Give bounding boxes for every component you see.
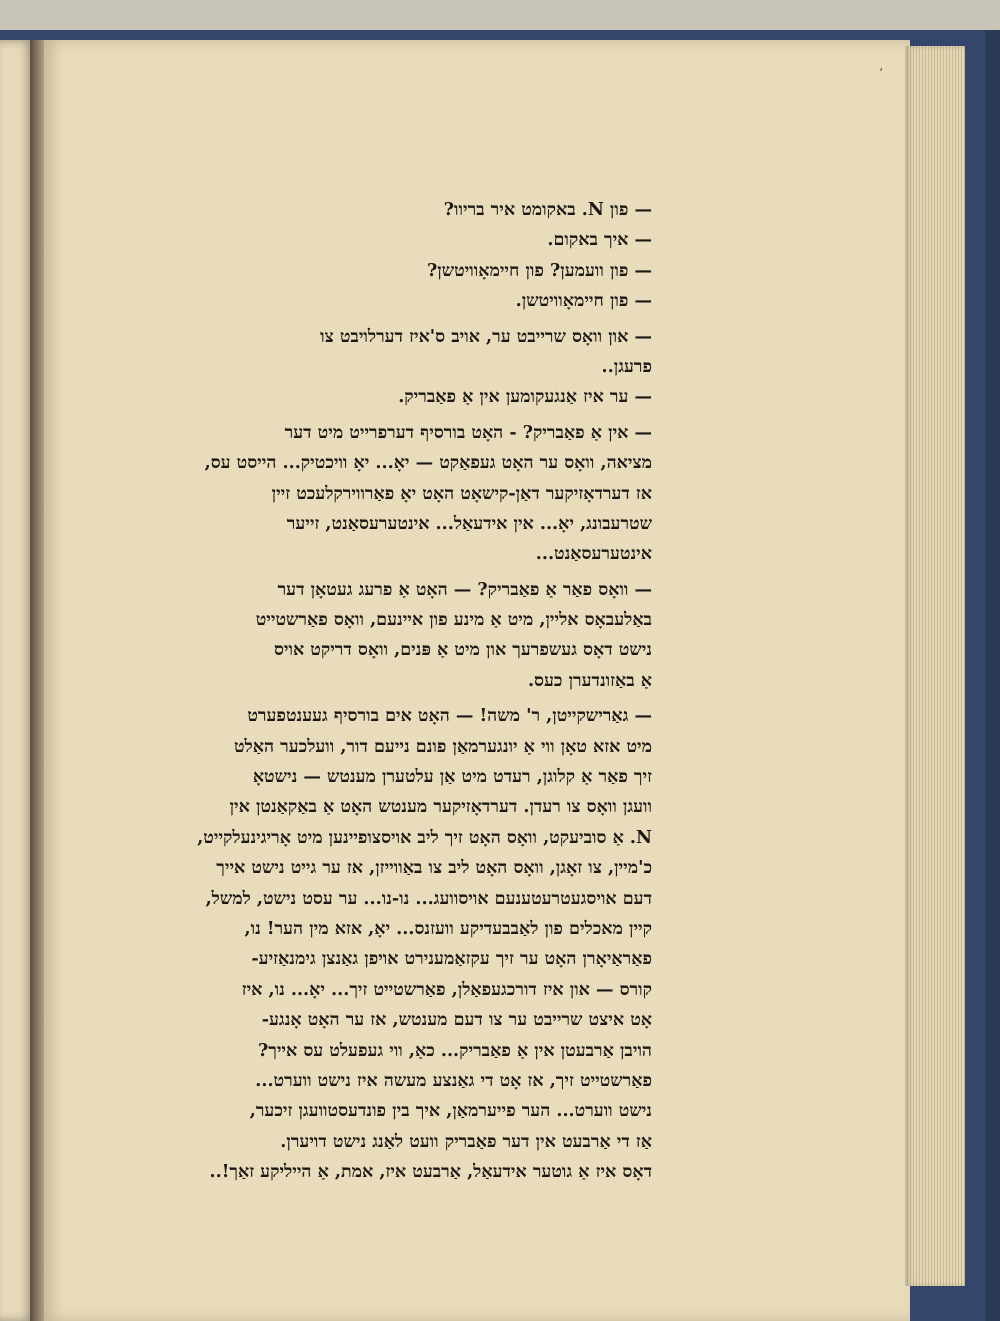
text-line: כ'מיין, צו זאָגן, וואָס האָט ליב צו באַווייזן, אז ער גייט נישט אייך bbox=[216, 858, 652, 879]
scan-background bbox=[0, 0, 1000, 30]
text-line: זיך פאַר אַ קלוגן, רעדט מיט אַן עלטערן מענטש — נישטאָ bbox=[252, 767, 652, 788]
text-line: פרעגן.. bbox=[601, 356, 652, 377]
text-line: פאַרשטייט זיך, אז אָט די גאַנצע מעשה איז נישט ווערט... bbox=[255, 1070, 652, 1091]
text-line: וועגן וואָס צו רעדן. דערדאָזיקער מענטש האָט אַ באַקאַנטן אין bbox=[229, 797, 652, 818]
text-line: פאַראַיאָרן האָט ער זיך עקזאַמענירט אויפן גאַנצן גימנאַזיע- bbox=[251, 949, 652, 970]
text-line: — פון חיימאָוויטשן. bbox=[515, 291, 652, 312]
text-line: קיין מאכלים פון לאַבבעדיקע וועזנס... יאָ, אזא מין הער! נו, bbox=[244, 918, 652, 939]
text-line: אז דערדאָזיקער דאַן-קישאָט האָט יאָ פאַרווירקלעכט זיין bbox=[271, 483, 652, 504]
text-line: מיט אזא טאָן ווי אַ יונגערמאַן פונם נייעם דור, וועלכער האַלט bbox=[233, 736, 652, 757]
text-line: אָט איצט שרייבט ער צו דעם מענטש, אז ער האָט אָנגע- bbox=[261, 1010, 652, 1031]
page-text bbox=[90, 195, 652, 1188]
text-line: אינטערעסאַנט... bbox=[535, 544, 652, 565]
text-line: באַלעבאָס אליין, מיט אַ מינע פון איינעם, וואָס פאַרשטייט bbox=[255, 610, 652, 631]
text-line: — אין אַ פאַבריק? - האָט בורסיף דערפרייט מיט דער bbox=[284, 422, 652, 443]
text-line: — פון וועמען? פון חיימאָוויטשן? bbox=[427, 260, 652, 281]
text-line: אַז די אַרבעט אין דער פאַבריק וועט לאַנג נישט דויערן. bbox=[280, 1131, 652, 1152]
text-line: נישט ווערט... הער פייערמאַן, איך בין פונדעסטוועגן זיכער, bbox=[249, 1101, 652, 1122]
text-line: אַ באַזונדערן כעס. bbox=[527, 670, 652, 691]
pencil-mark: ʻ bbox=[879, 66, 884, 82]
text-line: דעם אויסגעטרעטענעם אויסוועג... נו-נו... ער עסט נישט, למשל, bbox=[205, 888, 652, 909]
text-line: — גאַרישקייטן, ר' משה! — האָט אים בורסיף געענטפערט bbox=[247, 706, 652, 727]
text-line: שטרעבונג, יאָ... אין אידעאַל... אינטערעסאַנט, זייער bbox=[286, 513, 652, 534]
text-line: הויבן אַרבעטן אין אַ פאַבריק... כאַ, ווי געפעלט עס אייך? bbox=[257, 1040, 652, 1061]
text-line: — איך באקום. bbox=[547, 230, 652, 251]
text-line: N. אַ סוביעקט, וואָס האָט זיך ליב אויסצופיינען מיט אָריגינעלקייט, bbox=[197, 827, 652, 848]
text-line: מציאה, וואָס ער האָט געפאַקט — יאָ... יאָ וויכטיק... הייסט עס, bbox=[204, 453, 652, 474]
text-line: קורס — און איז דורכגעפאַלן, פאַרשטייט זיך... יאָ... נו, איז bbox=[241, 979, 652, 1000]
text-line: — ער איז אַנגעקומען אין אַ פאַבריק. bbox=[398, 387, 652, 408]
text-line: — און וואָס שרייבט ער, אויב ס'איז דערלויבט צו bbox=[320, 326, 652, 347]
text-line: נישט דאָס געשפרעך און מיט אַ פּנים, וואָס דריקט אויס bbox=[273, 640, 652, 661]
text-line: דאָס איז אַ גוטער אידעאַל, אַרבעט איז, אמת, אַ הייליקע זאַך!.. bbox=[209, 1162, 652, 1183]
text-line: — וואָס פאַר אַ פאַבריק? — האָט אַ פרעג געטאָן דער bbox=[277, 579, 652, 600]
page-stack-edge bbox=[905, 46, 965, 1286]
left-page-edge bbox=[0, 40, 34, 1321]
text-line: — פון N. באקומט איר בריוו? bbox=[443, 200, 652, 220]
